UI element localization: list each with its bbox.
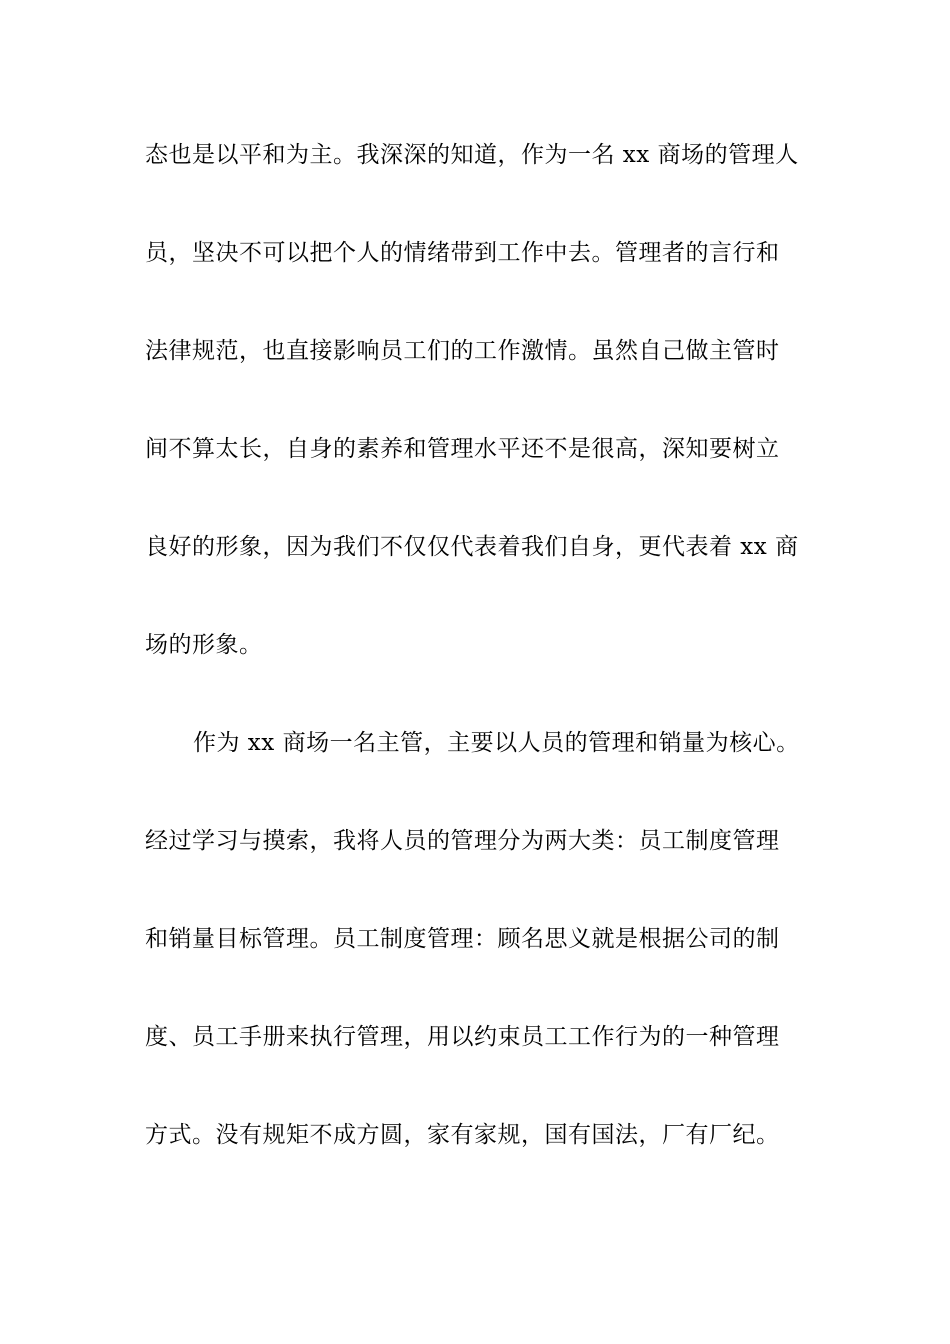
text-line: 和销量目标管理。员工制度管理：顾名思义就是根据公司的制: [145, 926, 780, 952]
text-line: 法律规范，也直接影响员工们的工作激情。虽然自己做主管时: [145, 338, 780, 364]
text-line: 态也是以平和为主。我深深的知道，作为一名 xx 商场的管理人: [145, 142, 799, 168]
text-line: 良好的形象，因为我们不仅仅代表着我们自身，更代表着 xx 商: [145, 534, 799, 560]
body-text: [145, 128, 815, 1206]
paragraph-start-line: 作为 xx 商场一名主管，主要以人员的管理和销量为核心。: [193, 730, 800, 756]
text-line: 方式。没有规矩不成方圆，家有家规，国有国法，厂有厂纪。: [145, 1122, 780, 1148]
text-line: 经过学习与摸索，我将人员的管理分为两大类：员工制度管理: [145, 828, 780, 854]
text-line: 场的形象。: [145, 632, 263, 658]
text-line: 员，坚决不可以把个人的情绪带到工作中去。管理者的言行和: [145, 240, 780, 266]
text-line: 度、员工手册来执行管理，用以约束员工工作行为的一种管理: [145, 1024, 780, 1050]
text-line: 间不算太长，自身的素养和管理水平还不是很高，深知要树立: [145, 436, 780, 462]
